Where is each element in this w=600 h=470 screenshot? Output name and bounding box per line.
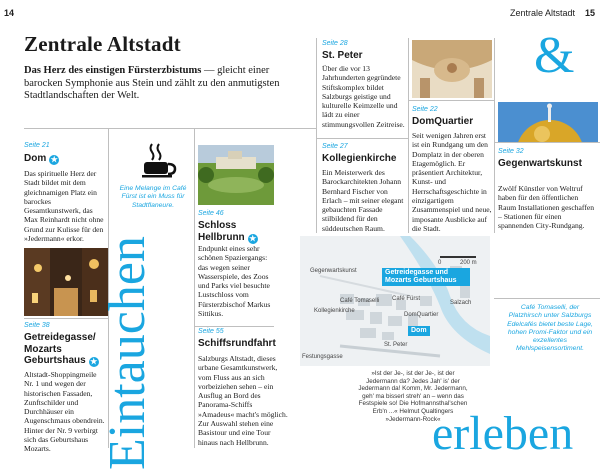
map-marker-getreidegasse[interactable]: Getreidegasse und Mozarts Geburtshaus [382,268,470,286]
ampersand-decoration: & [534,27,575,84]
divider-v3 [316,38,317,233]
divider-v2 [194,128,195,448]
divider-mid2 [194,326,274,327]
domquartier-text: Seit wenigen Jahren erst ist ein Rundgang um den Domplatz in der oberen Etagemöglich. Er präsentiert Architektur, Kunst- und Herrschaftsgeschichte in einzigartigem Zusammenspiel und neue, imposante Ausblicke auf die Stadt. [412,131,492,233]
page-number-right: 15 [585,8,596,18]
dom-title: Dom [24,153,47,164]
hellbrunn-page-ref: Seite 46 [198,210,224,217]
divider-gegen [494,142,600,143]
coffee-cup-icon [140,142,178,183]
gegenwartskunst-photo [498,102,598,142]
peter-title: St. Peter [322,50,363,61]
hellbrunn-heading [198,220,278,244]
divider-v5 [494,38,495,233]
city-map [300,236,490,366]
kolleg-text: Ein Meisterwerk des Barockarchitekten Johann Bernhard Fischer von Erlach – mit seiner elegant gebauchten Fassade stilbildend für den süddeutschen Raum. [322,168,404,233]
kolleg-title: Kollegienkirche [322,153,397,164]
gegenwart-title: Gegenwartskunst [498,158,582,169]
map-label-domquartier: DomQuartier [404,312,439,318]
map-marker-dom[interactable]: Dom [408,326,430,336]
vertical-heading-eintauchen: Eintauchen [99,236,156,470]
divider-left-mid [24,318,108,319]
peter-page-ref: Seite 28 [322,40,348,47]
domquartier-photo [412,40,492,98]
erleben-heading: erleben [432,407,574,460]
page-number-left: 14 [4,8,15,18]
dom-page-ref: Seite 21 [24,142,50,149]
schiff-text: Salzburgs Altstadt, dieses urbane Gesamtkunstwerk, vom Fluss aus an sich vorbeiziehen sehen – ein Ausflug an Bord des Panorama-Schiffs »Amadeus« macht's möglich. Zur Auswahl stehen eine Basistour und eine Tour hinaus nach Hellbrunn. [198,354,288,447]
schiff-title: Schiffsrundfahrt [198,338,276,349]
divider-bottom-right [494,298,600,299]
map-label-fuerst: Café Fürst [392,296,421,302]
tomaselli-caption: Café Tomaselli, der Platzhirsch unter Salzburgs Edelcafés bietet beste Lage, hohen Promi-Faktor und ein exzellentes Mehlspeisensortiment. [507,304,593,353]
page-title: Zentrale Altstadt [24,32,181,56]
schiff-page-ref: Seite 55 [198,328,224,335]
map-label-festungsgasse: Festungsgasse [302,354,343,360]
cafe-caption: Eine Melange im Café Fürst ist ein Muss für Stadtflaneure. [119,185,187,209]
kolleg-page-ref: Seite 27 [322,143,348,150]
map-label-salzach: Salzach [450,300,472,306]
divider-peter [316,138,408,139]
gegenwart-page-ref: Seite 32 [498,148,524,155]
divider-domq [408,100,494,101]
getreidegasse-page-ref: Seite 38 [24,322,50,329]
hellbrunn-text: Endpunkt eines sehr schönen Spaziergangs: das wegen seiner Wasserspiele, des Zoos und Parks viel besuchte Lustschloss vom Fürsterzbischof Markus Sittikus. [198,244,271,319]
lead-paragraph [24,65,286,103]
hellbrunn-photo [198,145,274,205]
getreidegasse-text: Altstadt-Shoppingmeile Nr. 1 und wegen der historischen Fassaden, Zunftschilder und Durchhäuser ein Augenschmaus obendrein. Hinter der Nr. 9 verbirgt sich das Geburtshaus Mozarts. [24,370,105,454]
domquartier-page-ref: Seite 22 [412,106,438,113]
dom-text: Das spirituelle Herz der Stadt bildet mit dem gleichnamigen Platz ein barockes Gesamtkunstwerk, das Max Reinhardt nicht ohne Grund zur Kulisse für den »Jedermann« erkor. [24,169,104,244]
domquartier-title: DomQuartier [412,116,474,127]
map-scale-bar [440,256,476,258]
hellbrunn-title: Schloss Hellbrunn [198,220,245,243]
map-scale-end: 200 m [460,260,477,266]
jedermann-quote: »Ist der Je-, ist der Je-, ist der Jedermann da? Jedes Jah' is' der Jedermann da! Komm, Mr. Jedermann, geh' ma bisserl streh' an – wenn das Festspiele so! Die Hofmannsthal'schen Erb'n ...« Helmut Qualtingers »Jedermann-Rock« [358,370,468,423]
peter-text: Über die vor 13 Jahrhunderten gegründete Stiftskomplex bildet Salzburgs geistige und kulturelle Keimzelle und lädt zu einer stimmungsvollen Zeitreise. [322,64,405,129]
dom-heading [24,153,59,165]
getreidegasse-photo [24,248,108,316]
star-icon: ★ [249,233,257,243]
divider-v4 [408,38,409,233]
running-header: Zentrale Altstadt [510,8,576,18]
divider-top-left [24,128,316,129]
map-label-kollegienkirche: Kollegienkirche [314,308,355,314]
getreidegasse-title: Getreidegasse/ Mozarts Geburtshaus [24,332,96,366]
lead-bold: Das Herz des einstigen Fürsterzbistums [24,65,202,76]
star-icon: ★ [90,357,98,366]
gegenwart-text: Zwölf Künstler von Weltruf haben für den öffentlichen Raum Installationen geschaffen – Stationen für einen spannenden City-Rundgang. [498,184,595,231]
map-label-gegenwartskunst: Gegenwartskunst [310,268,357,274]
getreidegasse-heading [24,332,108,367]
map-label-st-peter: St. Peter [384,342,408,348]
star-icon: ★ [50,155,58,164]
map-label-tomaselli: Café Tomaselli [340,298,380,304]
map-scale-zero: 0 [438,260,442,266]
lead-rest: — gleicht einer barocken Symphonie aus Stein und zählt zu den anmutigsten Stadtlandschaften der Welt. [24,65,280,101]
